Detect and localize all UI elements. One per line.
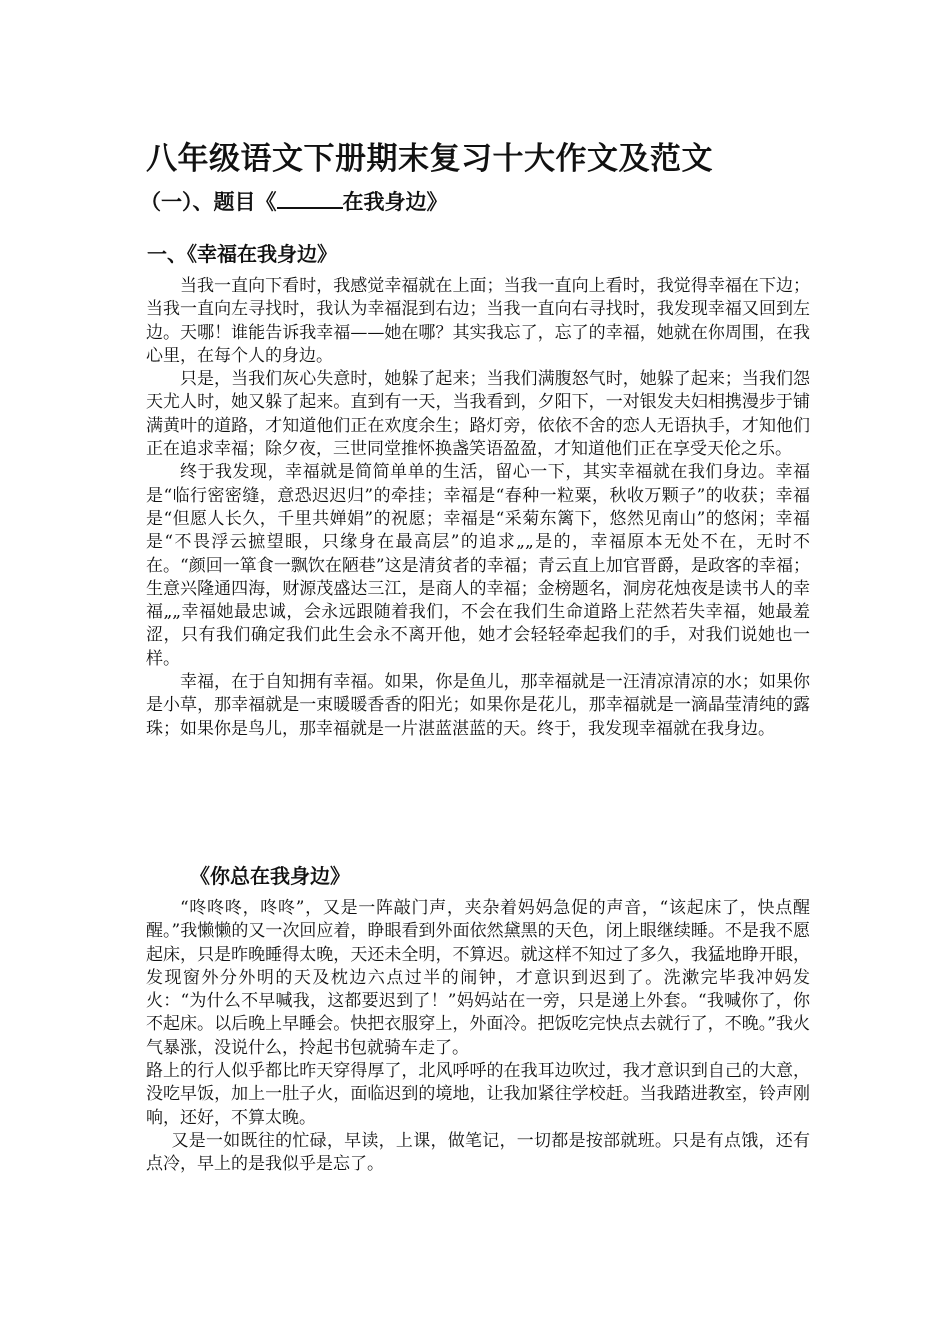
essay1-body xyxy=(146,275,810,741)
essay1-paragraph: 只是，当我们灰心失意时，她躲了起来；当我们满腹怒气时，她躲了起来；当我们怨天尤人时，她又躲了起来。直到有一天，当我看到，夕阳下，一对银发夫妇相携漫步于铺满黄叶的道路，才知道他们正在欢度余生；路灯旁，依依不舍的恋人无语执手，才知他们正在追求幸福；除夕夜，三世同堂推怀换盏笑语盈盈，才知道他们正在享受天伦之乐。 xyxy=(146,369,810,460)
essay2-body xyxy=(146,897,810,1177)
essay2-heading: 《你总在我身边》 xyxy=(190,864,350,888)
essay1-paragraph: 当我一直向下看时，我感觉幸福就在上面；当我一直向上看时，我觉得幸福在下边；当我一直向左寻找时，我认为幸福混到右边；当我一直向右寻找时，我发现幸福又回到左边。天哪！谁能告诉我幸福——她在哪？其实我忘了，忘了的幸福，她就在你周围，在我心里，在每个人的身边。 xyxy=(146,276,810,366)
essay2-paragraph: “咚咚咚，咚咚”，又是一阵敲门声，夹杂着妈妈急促的声音，“该起床了，快点醒醒。”我懒懒的又一次回应着，睁眼看到外面依然黛黑的天色，闭上眼继续睡。不是我不愿起床，只是昨晚睡得太晚，天还未全明，不算迟。就这样不知过了多久，我猛地睁开眼，发现窗外分外明的天及枕边六点过半的闹钟，才意识到迟到了。洗漱完毕我冲妈发火：“为什么不早喊我，这都要迟到了！”妈妈站在一旁，只是递上外套。“我喊你了，你不起床。以后晚上早睡会。快把衣服穿上，外面冷。把饭吃完快点去就行了，不晚。”我火气暴涨，没说什么，拎起书包就骑车走了。 xyxy=(146,898,810,1058)
essay1-paragraph: 幸福，在于自知拥有幸福。如果，你是鱼儿，那幸福就是一汪清凉清凉的水；如果你是小草，那幸福就是一束暖暖香香的阳光；如果你是花儿，那幸福就是一滴晶莹清纯的露珠；如果你是鸟儿，那幸福就是一片湛蓝湛蓝的天。终于，我发现幸福就在我身边。 xyxy=(146,672,810,739)
essay2-paragraph: 路上的行人似乎都比昨天穿得厚了，北风呼呼的在我耳边吹过，我才意识到自己的大意，没吃早饭，加上一肚子火，面临迟到的境地，让我加紧往学校赶。当我踏进教室，铃声刚响，还好，不算太晚。 xyxy=(146,1061,810,1128)
topic-prefix: （一）、题目《 xyxy=(140,190,277,214)
essay2-paragraph: 又是一如既往的忙碌，早读，上课，做笔记，一切都是按部就班。只是有点饿，还有点冷，早上的是我似乎是忘了。 xyxy=(146,1130,810,1175)
topic-suffix: 在我身边》 xyxy=(342,190,448,214)
topic-heading xyxy=(140,186,448,216)
document-title: 八年级语文下册期末复习十大作文及范文 xyxy=(146,141,713,177)
topic-blank xyxy=(277,191,343,209)
essay1-heading: 一、《幸福在我身边》 xyxy=(147,242,337,266)
essay1-paragraph: 终于我发现，幸福就是简简单单的生活，留心一下，其实幸福就在我们身边。幸福是“临行密密缝，意恐迟迟归”的牵挂；幸福是“春种一粒粟，秋收万颗子”的收获；幸福是“但愿人长久，千里共婵娟”的祝愿；幸福是“采菊东篱下，悠然见南山”的悠闲；幸福是“不畏浮云摭望眼，只缘身在最高层”的追求„„是的，幸福原本无处不在，无时不在。“颜回一箪食一飘饮在陋巷”这是清贫者的幸福；青云直上加官晋爵，是政客的幸福；生意兴隆通四海，财源茂盛达三江，是商人的幸福；金榜题名，洞房花烛夜是读书人的幸福„„幸福她最忠诚，会永远跟随着我们，不会在我们生命道路上茫然若失幸福，她最羞涩，只有我们确定我们此生会永不离开他，她才会轻轻牵起我们的手，对我们说她也一样。 xyxy=(146,462,810,669)
